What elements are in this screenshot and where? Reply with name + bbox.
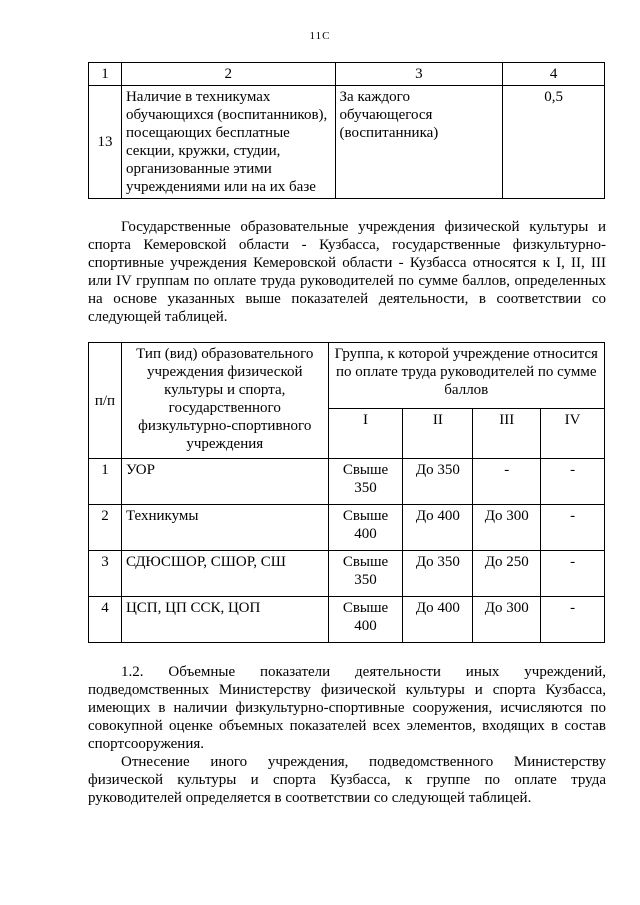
paragraph-groups-intro <box>88 218 606 326</box>
group-value: - <box>541 459 605 505</box>
paragraph-text: Отнесение иного учреждения, подведомственного Министерству физической культуры и спорта Кузбасса, к группе по оплате труда руководителей определяется в соответствии со следующей таблицей. <box>88 754 606 806</box>
indicators-table <box>88 62 605 199</box>
groups-table <box>88 342 605 643</box>
col-header-group: Группа, к которой учреждение относится по оплате труда руководителей по сумме баллов <box>328 343 604 409</box>
group-header-cell: I <box>328 409 403 459</box>
group-value: До 350 <box>403 551 473 597</box>
row-number: 1 <box>89 459 122 505</box>
row-number: 2 <box>89 505 122 551</box>
institution-type: УОР <box>121 459 328 505</box>
section-1-2 <box>88 663 606 807</box>
group-value: Свыше 350 <box>328 551 403 597</box>
table-header-row <box>89 343 605 409</box>
indicator-points: 0,5 <box>503 86 605 199</box>
group-value: - <box>473 459 541 505</box>
group-value: До 300 <box>473 597 541 643</box>
row-number: 3 <box>89 551 122 597</box>
paragraph-text: 1.2. Объемные показатели деятельности иных учреждений, подведомственных Министерству физической культуры и спорта Кузбасса, имеющих в наличии физкультурно-спортивные сооружения, исчисляются по совокупной оценке объемных показателей всех элементов, входящих в состав спортсооружения. <box>88 664 606 752</box>
row-number: 13 <box>89 86 122 199</box>
group-value: До 350 <box>403 459 473 505</box>
table-row <box>89 505 605 551</box>
group-header-cell: III <box>473 409 541 459</box>
group-value: До 400 <box>403 597 473 643</box>
header-cell: 4 <box>503 63 605 86</box>
group-value: Свыше 400 <box>328 505 403 551</box>
institution-type: СДЮСШОР, СШОР, СШ <box>121 551 328 597</box>
col-header-number: п/п <box>89 343 122 459</box>
header-cell: 2 <box>121 63 335 86</box>
indicator-condition: За каждого обучающегося (воспитанника) <box>335 86 503 199</box>
group-value: До 400 <box>403 505 473 551</box>
group-value: До 250 <box>473 551 541 597</box>
group-value: Свыше 350 <box>328 459 403 505</box>
group-value: До 300 <box>473 505 541 551</box>
table-row <box>89 459 605 505</box>
group-header-cell: II <box>403 409 473 459</box>
group-value: Свыше 400 <box>328 597 403 643</box>
institution-type: Техникумы <box>121 505 328 551</box>
table-row <box>89 86 605 199</box>
group-value: - <box>541 551 605 597</box>
institution-type: ЦСП, ЦП ССК, ЦОП <box>121 597 328 643</box>
group-value: - <box>541 505 605 551</box>
table-row <box>89 597 605 643</box>
group-value: - <box>541 597 605 643</box>
col-header-type: Тип (вид) образовательного учреждения физической культуры и спорта, государственного физкультурно-спортивного учреждения <box>121 343 328 459</box>
table-header-row <box>89 63 605 86</box>
header-cell: 3 <box>335 63 503 86</box>
header-cell: 1 <box>89 63 122 86</box>
table-row <box>89 551 605 597</box>
page-number: 11С <box>309 30 331 42</box>
row-number: 4 <box>89 597 122 643</box>
indicator-name: Наличие в техникумах обучающихся (воспитанников), посещающих бесплатные секции, кружки, студии, организованные этими учреждениями или на их базе <box>121 86 335 199</box>
paragraph-text: Государственные образовательные учреждения физической культуры и спорта Кемеровской области - Кузбасса, государственные физкультурно-спортивные учреждения Кемеровской области - Кузбасса относятся к I, II, III или IV группам по оплате труда руководителей по сумме баллов, определенных на основе указанных выше показателей деятельности, в соответствии со следующей таблицей. <box>88 219 606 325</box>
group-header-cell: IV <box>541 409 605 459</box>
